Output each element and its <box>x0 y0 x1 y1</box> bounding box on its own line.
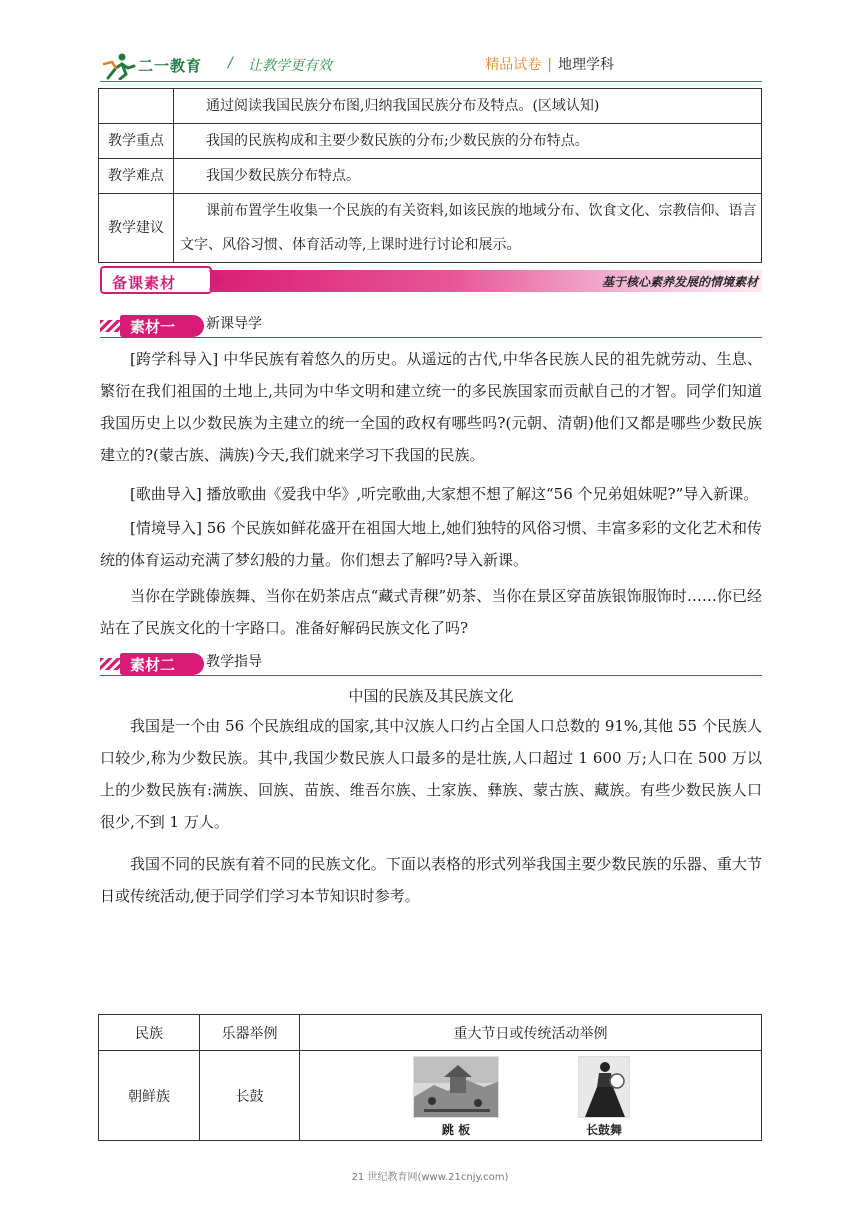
row-text: 通过阅读我国民族分布图,归纳我国民族分布及特点。(区域认知) <box>174 89 762 124</box>
page-footer: 21 世纪教育网(www.21cnjy.com) <box>351 1172 509 1183</box>
drum-dance-image-icon <box>579 1057 630 1118</box>
row-text: 我国的民族构成和主要少数民族的分布;少数民族的分布特点。 <box>174 124 762 159</box>
band-subtitle: 基于核心素养发展的情境素材 <box>601 275 758 289</box>
row-text: 我国少数民族分布特点。 <box>174 159 762 194</box>
header-slogan: 让教学更有效 <box>248 58 332 74</box>
row-label: 教学重点 <box>99 124 174 159</box>
header-separator: | <box>547 57 552 73</box>
material-underline <box>100 675 762 676</box>
band-label: 备课素材 <box>112 274 177 292</box>
header-divider <box>100 81 762 82</box>
header-right <box>485 54 614 74</box>
material-tag <box>120 653 204 675</box>
table-row <box>99 1051 762 1141</box>
photo-group <box>300 1051 761 1140</box>
column-header: 重大节日或传统活动举例 <box>300 1015 762 1051</box>
ethnic-cell: 朝鲜族 <box>99 1051 200 1141</box>
column-header: 乐器举例 <box>200 1015 300 1051</box>
row-label: 教学建议 <box>99 194 174 263</box>
table-row <box>99 124 762 159</box>
material-two-heading <box>100 650 500 676</box>
photo-seesaw <box>413 1056 499 1138</box>
material-one-heading <box>100 312 500 338</box>
row-label: 教学难点 <box>99 159 174 194</box>
row-text: 课前布置学生收集一个民族的有关资料,如该民族的地域分布、饮食文化、宗教信仰、语言文字、风俗习惯、体育活动等,上课时进行讨论和展示。 <box>174 194 762 263</box>
chevron-right-icon <box>208 268 222 292</box>
photo-caption: 长鼓舞 <box>585 1123 622 1137</box>
seesaw-image-icon <box>414 1057 499 1118</box>
ethnic-culture-table <box>98 1014 762 1141</box>
runner-logo-icon <box>100 52 140 80</box>
header-slash: / <box>228 55 233 71</box>
paragraph: [情境导入] 56 个民族如鲜花盛开在祖国大地上,她们独特的风俗习惯、丰富多彩的文化艺术和传统的体育运动充满了梦幻般的力量。你们想去了解吗?导入新课。 <box>100 519 762 569</box>
section-title: 中国的民族及其民族文化 <box>348 687 514 705</box>
logo <box>100 52 215 78</box>
table-header-row <box>99 1015 762 1051</box>
table-row <box>99 159 762 194</box>
paragraph: 我国不同的民族有着不同的民族文化。下面以表格的形式列举我国主要少数民族的乐器、重大节日或传统活动,便于同学们学习本节知识时参考。 <box>100 855 762 905</box>
material-tag <box>120 315 204 337</box>
material-tag-text: 素材二 <box>130 656 176 674</box>
drum-dance-photo <box>578 1056 630 1118</box>
material-title: 教学指导 <box>206 654 262 670</box>
instrument-cell: 长鼓 <box>200 1051 300 1141</box>
activity-cell <box>300 1051 762 1141</box>
material-title: 新课导学 <box>206 316 262 332</box>
column-header: 民族 <box>99 1015 200 1051</box>
header-subject: 地理学科 <box>558 57 614 73</box>
paragraph: 我国是一个由 56 个民族组成的国家,其中汉族人口约占全国人口总数的 91%,其他 55 个民族人口较少,称为少数民族。其中,我国少数民族人口最多的是壮族,人口超过 1 600 万;人口在 500 万以上的少数民族有:满族、回族、苗族、维吾尔族、土家族、彝族、蒙古族、藏族。有些少数民族人口很少,不到 1 万人。 <box>100 717 762 831</box>
material-underline <box>100 337 762 338</box>
section-band <box>100 266 762 294</box>
row-label <box>99 89 174 124</box>
seesaw-photo <box>413 1056 499 1118</box>
photo-long-drum-dance <box>578 1056 630 1138</box>
paragraph: [跨学科导入] 中华民族有着悠久的历史。从遥远的古代,中华各民族人民的祖先就劳动、生息、繁衍在我们祖国的土地上,共同为中华文明和建立统一的多民族国家而贡献自己的才智。同学们知道我国历史上以少数民族为主建立的统一全国的政权有哪些吗?(元朝、清朝)他们又都是哪些少数民族建立的?(蒙古族、满族)今天,我们就来学习下我国的民族。 <box>100 350 762 464</box>
band-label-box <box>100 266 212 294</box>
paragraph: [歌曲导入] 播放歌曲《爱我中华》,听完歌曲,大家想不想了解这“56 个兄弟姐妹呢?”导入新课。 <box>130 485 759 503</box>
page-header <box>100 50 762 80</box>
logo-text: 二一教育 <box>138 57 203 75</box>
paragraph: 当你在学跳傣族舞、当你在奶茶店点“藏式青稞”奶茶、当你在景区穿苗族银饰服饰时……你已经站在了民族文化的十字路口。准备好解码民族文化了吗? <box>100 587 762 637</box>
header-category: 精品试卷 <box>485 57 542 73</box>
table-row <box>99 194 762 263</box>
teaching-info-table <box>98 88 762 263</box>
photo-caption: 跳 板 <box>441 1123 471 1137</box>
material-tag-text: 素材一 <box>130 318 176 336</box>
table-row <box>99 89 762 124</box>
